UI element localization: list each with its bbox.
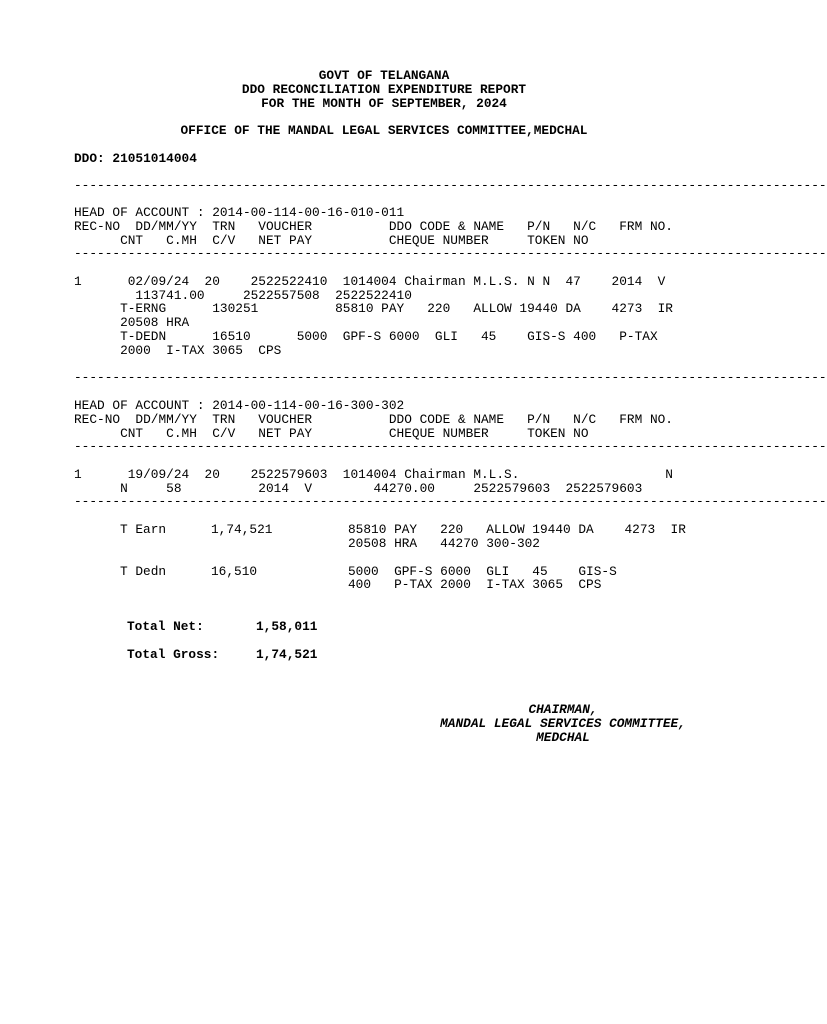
separator-line: -------------------------------------------------------------------------------------------------- bbox=[74, 439, 827, 454]
record-row: T-ERNG 130251 85810 PAY 220 ALLOW 19440 DA 4273 IR bbox=[74, 301, 673, 316]
signature-committee: MANDAL LEGAL SERVICES COMMITTEE, bbox=[440, 716, 686, 731]
report-title: DDO RECONCILIATION EXPENDITURE REPORT bbox=[241, 82, 527, 97]
separator-line: -------------------------------------------------------------------------------------------------- bbox=[74, 494, 827, 509]
office-name: OFFICE OF THE MANDAL LEGAL SERVICES COMMITTEE,MEDCHAL bbox=[180, 123, 588, 138]
total-earn-detail: 85810 PAY 220 ALLOW 19440 DA 4273 IR bbox=[348, 522, 686, 537]
column-header-line-2: CNT C.MH C/V NET PAY CHEQUE NUMBER TOKEN NO bbox=[74, 426, 589, 441]
record-row: 1 02/09/24 20 2522522410 1014004 Chairman M.L.S. N N 47 2014 V bbox=[74, 274, 666, 289]
record-row: 2000 I-TAX 3065 CPS bbox=[74, 343, 282, 358]
total-gross-label: Total Gross: bbox=[127, 647, 220, 662]
total-dedn-detail: 5000 GPF-S 6000 GLI 45 GIS-S bbox=[348, 564, 617, 579]
report-govt-title: GOVT OF TELANGANA bbox=[318, 68, 450, 83]
signature-block bbox=[420, 703, 706, 745]
total-net-label: Total Net: bbox=[127, 619, 204, 634]
record-row: 1 19/09/24 20 2522579603 1014004 Chairman M.L.S. N bbox=[74, 467, 673, 482]
signature-place: MEDCHAL bbox=[536, 730, 590, 745]
record-row: T-DEDN 16510 5000 GPF-S 6000 GLI 45 GIS-S 400 P-TAX bbox=[74, 329, 658, 344]
head-of-account-1: HEAD OF ACCOUNT : 2014-00-114-00-16-010-011 bbox=[74, 205, 405, 220]
total-dedn-value: 16,510 bbox=[211, 564, 258, 579]
separator-line: -------------------------------------------------------------------------------------------------- bbox=[74, 178, 827, 193]
record-row: 113741.00 2522557508 2522522410 bbox=[74, 288, 412, 303]
record-row: N 58 2014 V 44270.00 2522579603 2522579603 bbox=[74, 481, 643, 496]
record-row: 20508 HRA bbox=[74, 315, 190, 330]
column-header-line-1: REC-NO DD/MM/YY TRN VOUCHER DDO CODE & NAME P/N N/C FRM NO. bbox=[74, 412, 673, 427]
report-month: FOR THE MONTH OF SEPTEMBER, 2024 bbox=[261, 96, 507, 111]
total-gross-value: 1,74,521 bbox=[256, 647, 318, 662]
head-of-account-2: HEAD OF ACCOUNT : 2014-00-114-00-16-300-302 bbox=[74, 398, 405, 413]
column-header-line-1: REC-NO DD/MM/YY TRN VOUCHER DDO CODE & NAME P/N N/C FRM NO. bbox=[74, 219, 673, 234]
signature-title: CHAIRMAN, bbox=[528, 702, 598, 717]
separator-line: -------------------------------------------------------------------------------------------------- bbox=[74, 246, 827, 261]
total-net-value: 1,58,011 bbox=[256, 619, 318, 634]
separator-line: -------------------------------------------------------------------------------------------------- bbox=[74, 370, 827, 385]
total-dedn-label: T Dedn bbox=[120, 564, 167, 579]
total-earn-label: T Earn bbox=[120, 522, 167, 537]
total-earn-detail: 20508 HRA 44270 300-302 bbox=[348, 536, 540, 551]
column-header-line-2: CNT C.MH C/V NET PAY CHEQUE NUMBER TOKEN NO bbox=[74, 233, 589, 248]
total-earn-value: 1,74,521 bbox=[211, 522, 273, 537]
ddo-code: DDO: 21051014004 bbox=[74, 151, 197, 166]
total-dedn-detail: 400 P-TAX 2000 I-TAX 3065 CPS bbox=[348, 577, 602, 592]
